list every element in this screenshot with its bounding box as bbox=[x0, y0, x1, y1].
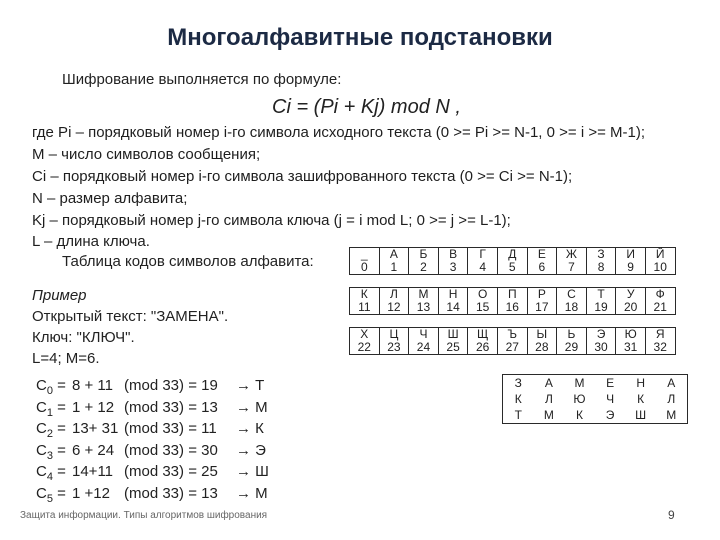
code-cell-letter: Е bbox=[537, 247, 546, 261]
code-cell-number: 26 bbox=[475, 340, 490, 354]
pair-table-cell: Ю bbox=[573, 392, 586, 406]
example-heading: Пример bbox=[32, 287, 87, 304]
code-cell bbox=[468, 328, 498, 355]
pair-table-cell: З bbox=[514, 376, 522, 390]
code-cell-number: 28 bbox=[535, 340, 549, 354]
calculation-sum: 14+11 bbox=[72, 463, 114, 480]
code-cell-letter: Ц bbox=[389, 327, 399, 341]
pair-table-cell: Л bbox=[544, 392, 553, 406]
code-cell-number: 23 bbox=[387, 340, 401, 354]
definition-c: Ci – порядковый номер i-го символа зашифрованного текста (0 >= Ci >= N-1); bbox=[32, 168, 573, 185]
footer-text: Защита информации. Типы алгоритмов шифрования bbox=[20, 510, 268, 521]
code-cell-number: 1 bbox=[390, 260, 398, 274]
code-cell-letter: Я bbox=[655, 327, 665, 341]
equals-sign: = bbox=[52, 398, 66, 416]
code-cell-letter: Б bbox=[419, 247, 428, 261]
calculation-sum: 6 + 24 bbox=[72, 441, 115, 459]
code-cell-number: 3 bbox=[449, 260, 457, 274]
code-cell-letter: Н bbox=[448, 287, 458, 301]
calculation-label bbox=[36, 485, 66, 505]
code-cell-number: 29 bbox=[564, 340, 579, 354]
code-cell-letter: Ч bbox=[419, 327, 428, 341]
code-cell-number: 20 bbox=[623, 300, 638, 314]
code-cell bbox=[468, 248, 498, 275]
code-cell-number: 16 bbox=[505, 300, 519, 314]
table-caption: Таблица кодов символов алфавита: bbox=[62, 253, 314, 270]
intro-text: Шифрование выполняется по формуле: bbox=[62, 71, 342, 88]
calculation-label-index: 2 bbox=[46, 428, 53, 440]
example-params: L=4; M=6. bbox=[32, 350, 100, 367]
calculation-sum: 8 + 11 bbox=[72, 377, 114, 394]
code-cell-number: 17 bbox=[535, 300, 549, 314]
code-cell bbox=[409, 288, 439, 315]
calculation-label-index: 5 bbox=[46, 492, 53, 505]
code-cell-letter: Ы bbox=[536, 327, 548, 341]
code-cell-letter: _ bbox=[360, 247, 368, 261]
code-cell bbox=[527, 328, 557, 355]
code-cell-number: 2 bbox=[420, 260, 427, 274]
code-cell bbox=[468, 288, 498, 315]
code-cell-number: 13 bbox=[416, 300, 431, 314]
calculation-result: → К bbox=[236, 420, 264, 437]
code-cell bbox=[557, 328, 587, 355]
code-cell bbox=[616, 248, 646, 275]
code-cell-number: 14 bbox=[446, 300, 460, 314]
calculation-label-letter: C bbox=[36, 398, 47, 416]
code-cell bbox=[557, 288, 587, 315]
equals-sign: = bbox=[52, 484, 66, 502]
example-key: Ключ: "КЛЮЧ". bbox=[32, 329, 135, 346]
equals-sign: = bbox=[52, 463, 66, 480]
calculation-result: → Т bbox=[236, 377, 265, 394]
code-cell-letter: Р bbox=[537, 287, 546, 301]
code-cell-number: 0 bbox=[360, 260, 368, 274]
code-cell-letter: С bbox=[567, 287, 576, 301]
equals-sign: = bbox=[52, 441, 66, 459]
code-cell bbox=[350, 288, 380, 315]
code-cell-number: 9 bbox=[627, 260, 634, 274]
calculation-label-letter: C bbox=[36, 463, 47, 480]
calculation-result: → Э bbox=[236, 441, 266, 459]
pair-table-cell: Ш bbox=[635, 408, 647, 422]
slide-title: Многоалфавитные подстановки bbox=[167, 24, 553, 51]
encryption-formula: Ci = (Pi + Kj) mod N , bbox=[272, 96, 461, 118]
code-cell-letter: Ш bbox=[447, 327, 459, 341]
calculation-label bbox=[36, 463, 66, 483]
calculation-mod: (mod 33) = 25 bbox=[124, 463, 218, 480]
pair-table-cell: М bbox=[666, 408, 677, 422]
calculation-mod: (mod 33) = 13 bbox=[124, 484, 218, 502]
code-cell-number: 18 bbox=[564, 300, 579, 314]
code-cell-letter: У bbox=[626, 287, 635, 301]
code-cell-letter: Ж bbox=[565, 247, 577, 261]
calculation-label-letter: C bbox=[36, 377, 47, 394]
calculation-label-index: 1 bbox=[46, 406, 53, 419]
calculation-result: → Ш bbox=[236, 463, 269, 480]
pair-table-cell: Л bbox=[667, 392, 676, 406]
code-cell-number: 11 bbox=[358, 300, 371, 314]
code-cell-letter: К bbox=[360, 287, 368, 301]
code-cell-number: 31 bbox=[623, 340, 638, 354]
code-cell bbox=[586, 328, 616, 355]
code-cell bbox=[379, 328, 409, 355]
definition-p: где Pi – порядковый номер i-го символа исходного текста (0 >= Pi >= N-1, 0 >= i >= M-1); bbox=[32, 124, 646, 141]
page-number: 9 bbox=[668, 508, 675, 522]
code-cell-letter: Д bbox=[508, 247, 517, 261]
code-cell-number: 19 bbox=[594, 300, 608, 314]
code-cell-number: 10 bbox=[653, 260, 667, 274]
code-cell-letter: Й bbox=[655, 247, 665, 261]
code-cell bbox=[409, 248, 439, 275]
calculation-mod: (mod 33) = 11 bbox=[124, 420, 217, 437]
encryption-pair-table bbox=[502, 374, 688, 424]
pair-table-cell: К bbox=[514, 392, 522, 406]
calculation-label-letter: C bbox=[36, 441, 47, 459]
calculation-result: → М bbox=[236, 398, 268, 416]
code-cell-number: 4 bbox=[479, 260, 487, 274]
calculation-label bbox=[36, 377, 66, 397]
code-cell-number: 6 bbox=[538, 260, 546, 274]
code-cell-number: 22 bbox=[357, 340, 371, 354]
code-cell bbox=[438, 288, 468, 315]
code-cell-letter: Л bbox=[389, 287, 398, 301]
calculation-mod: (mod 33) = 13 bbox=[124, 398, 218, 416]
code-cell bbox=[527, 288, 557, 315]
code-cell-number: 30 bbox=[594, 340, 608, 354]
code-cell bbox=[616, 288, 646, 315]
calculation-result: → М bbox=[236, 484, 268, 502]
code-cell-letter: Ф bbox=[655, 287, 665, 301]
code-cell bbox=[438, 328, 468, 355]
code-table-row-2 bbox=[349, 287, 676, 315]
calculation-mod: (mod 33) = 30 bbox=[124, 441, 218, 459]
code-cell bbox=[527, 248, 557, 275]
equals-sign: = bbox=[52, 420, 66, 437]
pair-table-cell: М bbox=[574, 376, 585, 390]
code-cell-number: 7 bbox=[568, 260, 575, 274]
code-cell bbox=[645, 248, 675, 275]
code-cell-letter: Щ bbox=[477, 327, 489, 341]
code-cell-letter: И bbox=[626, 247, 635, 261]
code-cell bbox=[645, 288, 675, 315]
code-cell-number: 5 bbox=[508, 260, 516, 274]
code-cell-number: 32 bbox=[653, 340, 667, 354]
pair-table-cell: Ч bbox=[606, 392, 615, 406]
code-cell bbox=[379, 248, 409, 275]
pair-table-cell: Э bbox=[605, 408, 615, 422]
calculation-label-index: 4 bbox=[46, 471, 53, 483]
code-cell bbox=[557, 248, 587, 275]
code-cell-letter: Ъ bbox=[507, 327, 518, 341]
code-cell-number: 25 bbox=[446, 340, 460, 354]
code-cell bbox=[497, 288, 527, 315]
definition-n: N – размер алфавита; bbox=[32, 190, 188, 207]
code-cell bbox=[350, 328, 380, 355]
code-cell bbox=[645, 328, 675, 355]
code-cell-letter: Э bbox=[596, 327, 606, 341]
example-plaintext: Открытый текст: "ЗАМЕНА". bbox=[32, 308, 229, 325]
pair-table-cell: А bbox=[667, 376, 676, 390]
code-table-row-1 bbox=[349, 247, 676, 275]
code-cell bbox=[409, 328, 439, 355]
pair-table-cell: М bbox=[543, 408, 554, 422]
calculation-label-index: 0 bbox=[46, 385, 53, 397]
code-cell-letter: Т bbox=[597, 287, 605, 301]
code-cell-letter: Ю bbox=[624, 327, 637, 341]
code-cell-letter: А bbox=[389, 247, 398, 261]
pair-table-cell: А bbox=[544, 376, 553, 390]
calculation-label bbox=[36, 442, 66, 462]
equals-sign: = bbox=[52, 377, 66, 394]
code-cell-letter: П bbox=[507, 287, 517, 301]
calculation-label-letter: C bbox=[36, 484, 47, 502]
code-cell-letter: З bbox=[597, 247, 605, 261]
code-table-row-3 bbox=[349, 327, 676, 355]
calculation-sum: 13+ 31 bbox=[72, 420, 119, 437]
calculation-sum: 1 + 12 bbox=[72, 398, 115, 416]
pair-table-cell: Н bbox=[636, 376, 645, 390]
code-cell bbox=[616, 328, 646, 355]
code-cell bbox=[497, 328, 527, 355]
code-cell-number: 24 bbox=[416, 340, 431, 354]
definition-l: L – длина ключа. bbox=[32, 233, 150, 250]
code-cell-letter: О bbox=[478, 287, 488, 301]
definition-k: Kj – порядковый номер j-го символа ключа (j = i mod L; 0 >= j >= L-1); bbox=[32, 212, 511, 229]
code-cell-letter: Ь bbox=[567, 327, 576, 341]
code-cell-letter: Х bbox=[360, 327, 369, 341]
code-cell bbox=[379, 288, 409, 315]
calculation-sum: 1 +12 bbox=[72, 484, 110, 502]
code-cell-number: 12 bbox=[387, 300, 401, 314]
pair-table-cell: К bbox=[637, 392, 645, 406]
code-cell-letter: В bbox=[449, 247, 458, 261]
code-cell-number: 15 bbox=[475, 300, 490, 314]
calculation-label bbox=[36, 420, 66, 440]
code-cell-letter: Г bbox=[479, 247, 486, 261]
code-cell bbox=[350, 248, 380, 275]
definition-m: M – число символов сообщения; bbox=[32, 146, 261, 163]
code-cell-number: 21 bbox=[653, 300, 667, 314]
pair-table-cell: Е bbox=[606, 376, 615, 390]
pair-table-cell: Т bbox=[514, 408, 522, 422]
calculation-label-index: 3 bbox=[46, 449, 53, 462]
calculation-label-letter: C bbox=[36, 420, 47, 437]
pair-table-cell: К bbox=[575, 408, 583, 422]
code-cell bbox=[586, 288, 616, 315]
code-cell bbox=[586, 248, 616, 275]
code-cell bbox=[497, 248, 527, 275]
code-cell-number: 27 bbox=[505, 340, 519, 354]
code-cell bbox=[438, 248, 468, 275]
code-cell-number: 8 bbox=[597, 260, 605, 274]
calculation-label bbox=[36, 399, 66, 419]
calculation-mod: (mod 33) = 19 bbox=[124, 377, 218, 394]
code-cell-letter: М bbox=[418, 287, 429, 301]
